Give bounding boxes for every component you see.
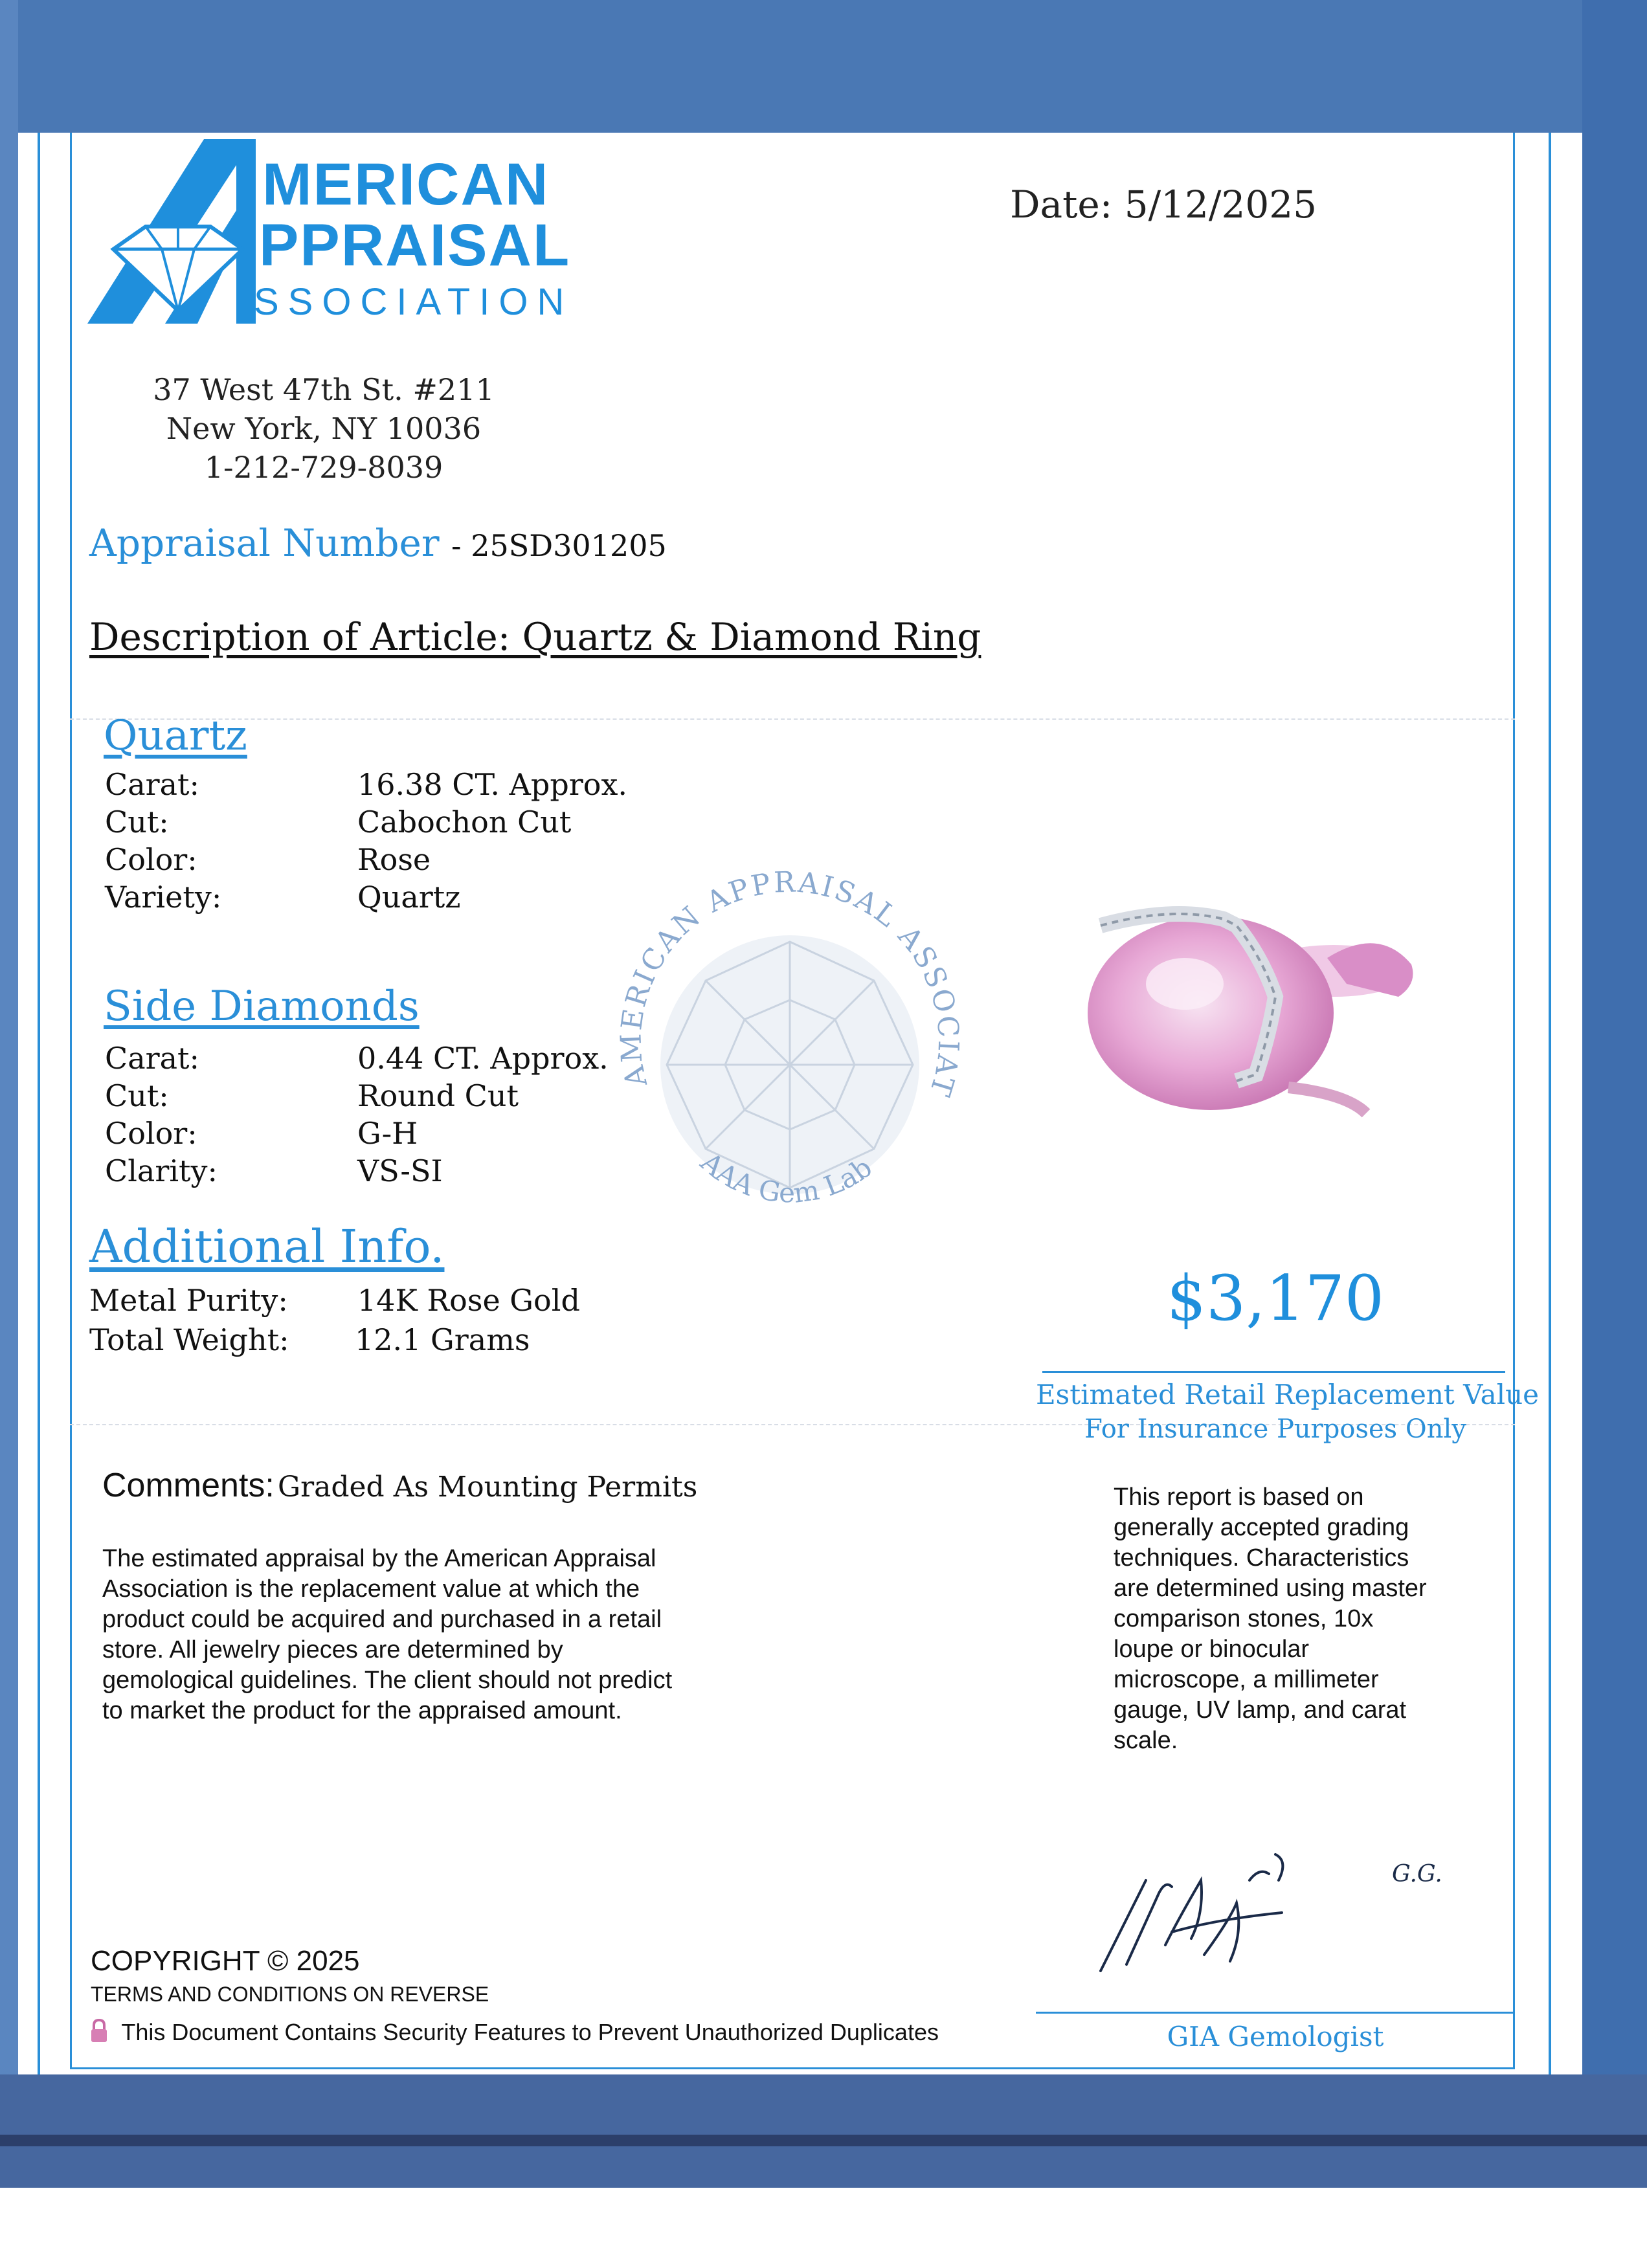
appraised-value: $3,170	[1167, 1262, 1384, 1335]
report-note-line: techniques. Characteristics	[1114, 1544, 1409, 1572]
folder-frame-bottom	[0, 2074, 1647, 2188]
logo-line-american: MERICAN	[262, 151, 550, 217]
signature-suffix: G.G.	[1392, 1861, 1442, 1887]
quartz-cut-label: Cut:	[105, 805, 169, 839]
logo-line-association: SSOCIATION	[254, 281, 574, 323]
metal-purity-value: 14K Rose Gold	[357, 1283, 580, 1318]
report-note-line: loupe or binocular	[1114, 1636, 1310, 1663]
disclaimer-line: to market the product for the appraised amount.	[102, 1697, 622, 1724]
report-note-line: generally accepted grading	[1114, 1514, 1409, 1541]
report-note-line: comparison stones, 10x	[1114, 1605, 1374, 1632]
diamond-cut-label: Cut:	[105, 1078, 169, 1113]
appraisal-date: Date: 5/12/2025	[1010, 183, 1317, 227]
total-weight-label: Total Weight:	[89, 1322, 289, 1357]
section-title-additional-info: Additional Info.	[89, 1220, 445, 1273]
logo-line-appraisal: PPRAISAL	[259, 212, 571, 278]
report-note-line: This report is based on	[1114, 1484, 1364, 1511]
lock-icon	[89, 2018, 109, 2050]
diamond-carat-label: Carat:	[105, 1041, 200, 1076]
comments	[102, 1466, 697, 1505]
terms-notice: TERMS AND CONDITIONS ON REVERSE	[91, 1983, 489, 2006]
quartz-variety-value: Quartz	[357, 880, 461, 915]
gem-lab-seal	[602, 871, 978, 1246]
price-subcaption: For Insurance Purposes Only	[1084, 1414, 1466, 1444]
diamond-clarity-value: VS-SI	[357, 1153, 443, 1188]
disclaimer-line: Association is the replacement value at which the	[102, 1575, 640, 1603]
seal-ring-text: AMERICAN APPRAISAL ASSOCIAT	[614, 871, 965, 1102]
quartz-color-value: Rose	[357, 842, 431, 877]
diamond-cut-value: Round Cut	[357, 1078, 519, 1113]
article-description: Description of Article: Quartz & Diamond Ring	[89, 615, 981, 659]
address-street: 37 West 47th St. #211	[153, 372, 495, 407]
disclaimer-line: product could be acquired and purchased in a retail	[102, 1606, 662, 1633]
company-logo	[87, 139, 592, 337]
disclaimer-line: gemological guidelines. The client should not predict	[102, 1667, 673, 1694]
comments-label: Comments:	[102, 1467, 274, 1504]
security-notice	[89, 2018, 939, 2050]
ring-photo	[1075, 887, 1437, 1126]
copyright: COPYRIGHT © 2025	[91, 1945, 360, 1977]
report-note-paragraph	[1114, 1482, 1476, 1756]
section-title-quartz: Quartz	[104, 712, 247, 760]
price-caption: Estimated Retail Replacement Value	[1036, 1379, 1539, 1410]
address-city: New York, NY 10036	[166, 411, 482, 446]
quartz-carat-label: Carat:	[105, 767, 200, 802]
section-title-side-diamonds: Side Diamonds	[104, 983, 420, 1030]
metal-purity-label: Metal Purity:	[89, 1283, 288, 1318]
total-weight-value: 12.1 Grams	[355, 1322, 530, 1357]
quartz-variety-label: Variety:	[105, 880, 222, 915]
fold-line	[70, 718, 1515, 720]
seal-inner-text: AAA Gem Lab	[695, 1146, 878, 1209]
quartz-color-label: Color:	[105, 842, 197, 877]
diamond-clarity-label: Clarity:	[105, 1153, 218, 1188]
appraisal-number	[89, 521, 667, 565]
disclaimer-line: The estimated appraisal by the American Appraisal	[102, 1545, 656, 1572]
comments-value: Graded As Mounting Permits	[277, 1471, 698, 1504]
folder-frame-edge	[0, 2135, 1647, 2146]
quartz-cut-value: Cabochon Cut	[357, 805, 572, 839]
disclaimer-line: store. All jewelry pieces are determined by	[102, 1636, 563, 1663]
report-note-line: gauge, UV lamp, and carat	[1114, 1696, 1407, 1724]
ring-image-icon	[1075, 887, 1437, 1126]
report-note-line: microscope, a millimeter	[1114, 1666, 1379, 1693]
diamond-color-value: G-H	[357, 1116, 418, 1151]
folder-frame-left	[0, 0, 18, 2188]
appraisal-number-value: - 25SD301205	[451, 528, 667, 563]
seal-diamond-icon	[602, 871, 978, 1246]
signature-line	[1036, 2012, 1515, 2014]
quartz-carat-value: 16.38 CT. Approx.	[357, 767, 628, 802]
folder-frame-top	[0, 0, 1647, 133]
report-note-line: are determined using master	[1114, 1575, 1427, 1602]
diamond-carat-value: 0.44 CT. Approx.	[357, 1041, 609, 1076]
gemologist-signature	[1088, 1841, 1450, 1997]
report-note-line: scale.	[1114, 1727, 1178, 1754]
address-phone: 1-212-729-8039	[204, 450, 443, 485]
security-notice-text: This Document Contains Security Features to Prevent Unauthorized Duplicates	[121, 2019, 939, 2046]
appraisal-number-label: Appraisal Number	[89, 521, 440, 565]
price-divider	[1042, 1371, 1505, 1373]
folder-frame-right	[1582, 0, 1647, 2188]
disclaimer-paragraph	[102, 1544, 750, 1726]
diamond-color-label: Color:	[105, 1116, 197, 1151]
gemologist-title: GIA Gemologist	[1167, 2021, 1384, 2052]
